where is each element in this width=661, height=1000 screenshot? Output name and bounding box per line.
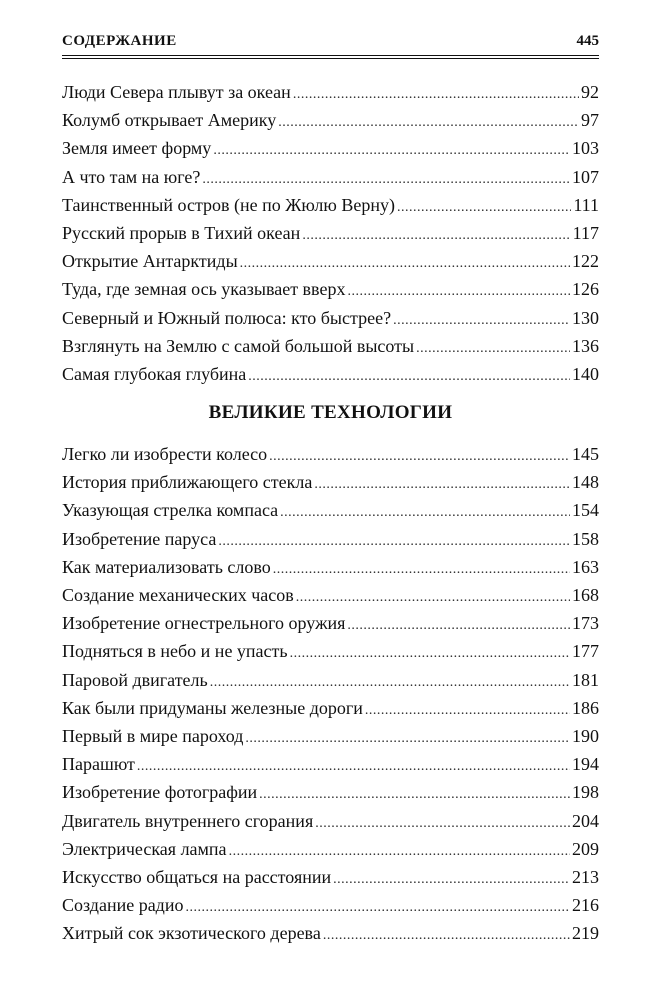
dot-leader [259,778,570,806]
toc-entry-page: 154 [572,500,599,521]
toc-entry-page: 107 [572,166,599,187]
dot-leader [323,919,570,947]
toc-entry-page: 194 [572,754,599,775]
dot-leader [278,106,579,134]
toc-entry [62,553,599,581]
toc-entry-title: Туда, где земная ось указывает вверх [62,279,346,300]
toc-entry-page: 177 [572,641,599,662]
toc-entry-page: 198 [572,782,599,803]
toc-entry-title: Самая глубокая глубина [62,363,247,384]
dot-leader [280,496,570,524]
toc-entry [62,163,599,191]
toc-entry-page: 103 [572,138,599,159]
dot-leader [393,304,570,332]
toc-entry-title: Указующая стрелка компаса [62,500,279,521]
dot-leader [397,191,571,219]
table-of-contents [62,78,599,947]
toc-entry-title: Паровой двигатель [62,669,208,690]
toc-entry [62,440,599,468]
toc-entry-page: 130 [572,307,599,328]
dot-leader [185,891,570,919]
toc-entry [62,496,599,524]
dot-leader [347,275,570,303]
toc-entry-page: 158 [572,528,599,549]
toc-entry-page: 92 [581,82,599,102]
toc-entry-page: 216 [572,895,599,916]
toc-entry-title: Первый в мире пароход [62,725,244,746]
toc-entry [62,304,599,332]
toc-entry [62,360,599,388]
dot-leader [315,807,570,835]
toc-entry [62,666,599,694]
toc-entry [62,919,599,947]
dot-leader [202,163,570,191]
toc-entry [62,219,599,247]
dot-leader [314,468,570,496]
toc-entry-title: Легко ли изобрести колесо [62,444,268,465]
toc-entry-page: 190 [572,725,599,746]
toc-entry-page: 126 [572,279,599,300]
dot-leader [273,553,570,581]
toc-entry-page: 97 [581,110,599,131]
toc-entry [62,609,599,637]
toc-entry-title: Как были придуманы железные дороги [62,697,363,718]
toc-entry-page: 140 [572,363,599,384]
toc-entry [62,863,599,891]
toc-entry [62,807,599,835]
toc-entry [62,191,599,219]
dot-leader [365,694,570,722]
toc-entry [62,694,599,722]
toc-entry-page: 111 [573,194,599,215]
toc-entry-page: 117 [572,222,599,243]
toc-entry [62,835,599,863]
toc-entry-title: Колумб открывает Америку [62,110,277,131]
toc-entry [62,637,599,665]
dot-leader [347,609,570,637]
toc-entry-page: 204 [572,810,599,831]
toc-entry-page: 136 [572,335,599,356]
dot-leader [210,666,570,694]
dot-leader [213,134,570,162]
toc-entry-title: Русский прорыв в Тихий океан [62,222,301,243]
toc-entry-page: 213 [572,866,599,887]
toc-entry-title: Электрическая лампа [62,838,227,859]
toc-entry-page: 219 [572,923,599,944]
toc-entry-page: 209 [572,838,599,859]
toc-entry-page: 148 [572,472,599,493]
header-title: СОДЕРЖАНИЕ [62,33,177,49]
toc-entry [62,247,599,275]
toc-entry-page: 145 [572,444,599,465]
toc-entry-title: Подняться в небо и не упасть [62,641,288,662]
toc-entry-title: Изобретение паруса [62,528,217,549]
dot-leader [333,863,570,891]
toc-entry [62,78,599,106]
toc-entry [62,581,599,609]
toc-entry-title: А что там на юге? [62,166,201,187]
dot-leader [137,750,570,778]
toc-entry-title: Люди Севера плывут за океан [62,82,291,102]
dot-leader [416,332,570,360]
toc-entry-page: 122 [572,251,599,272]
running-header [62,31,599,56]
toc-entry-title: Изобретение фотографии [62,782,258,803]
toc-list-section-1 [62,78,599,388]
toc-entry [62,332,599,360]
dot-leader [269,440,570,468]
dot-leader [240,247,570,275]
toc-entry-title: Земля имеет форму [62,138,212,159]
toc-entry-title: Парашют [62,754,135,775]
toc-entry [62,106,599,134]
dot-leader [296,581,570,609]
toc-entry [62,468,599,496]
dot-leader [302,219,570,247]
dot-leader [290,637,570,665]
dot-leader [245,722,570,750]
toc-entry-title: Таинственный остров (не по Жюлю Верну) [62,194,395,215]
toc-entry-title: Искусство общаться на расстоянии [62,866,332,887]
toc-entry [62,778,599,806]
toc-entry [62,525,599,553]
toc-entry [62,134,599,162]
toc-entry-title: История приближающего стекла [62,472,313,493]
toc-entry-title: Двигатель внутреннего сгорания [62,810,314,831]
toc-entry [62,750,599,778]
dot-leader [293,78,579,106]
toc-entry-page: 186 [572,697,599,718]
toc-entry-page: 173 [572,613,599,634]
toc-entry-title: Взглянуть на Землю с самой большой высоты [62,335,415,356]
toc-entry-title: Создание механических часов [62,585,294,605]
toc-entry-page: 181 [572,669,599,690]
toc-entry-page: 168 [572,585,599,605]
toc-entry-page: 163 [572,556,599,577]
toc-entry-title: Хитрый сок экзотического дерева [62,923,321,944]
toc-entry-title: Открытие Антарктиды [62,251,238,272]
toc-list-section-2 [62,440,599,947]
dot-leader [218,525,570,553]
dot-leader [248,360,570,388]
toc-entry-title: Изобретение огнестрельного оружия [62,613,346,634]
toc-entry-title: Северный и Южный полюса: кто быстрее? [62,307,392,328]
section-heading: ВЕЛИКИЕ ТЕХНОЛОГИИ [208,402,453,424]
header-page-number: 445 [576,33,599,49]
toc-entry [62,891,599,919]
toc-entry-title: Создание радио [62,895,184,916]
toc-entry [62,275,599,303]
toc-entry [62,722,599,750]
toc-entry-title: Как материализовать слово [62,556,271,577]
dot-leader [229,835,570,863]
